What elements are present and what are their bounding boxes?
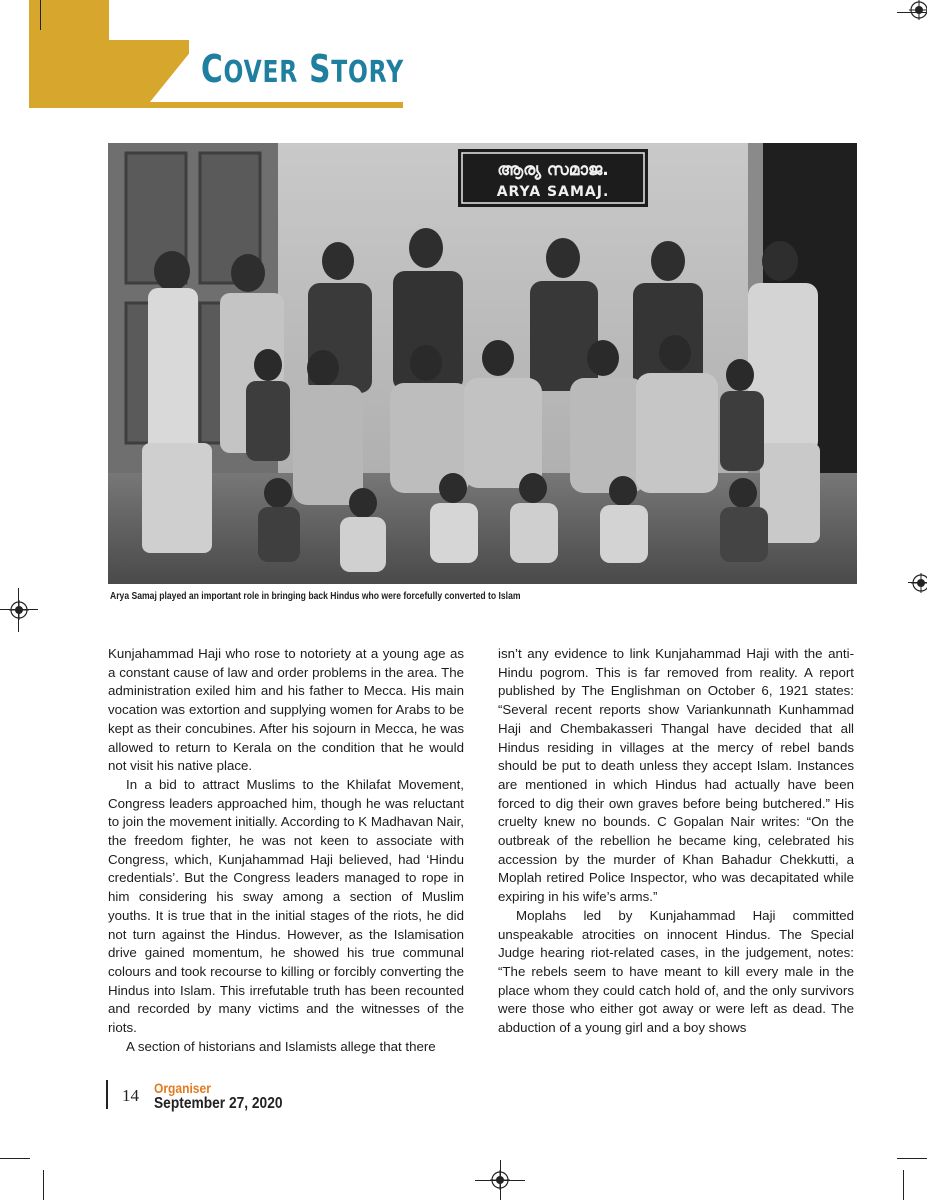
- crop-mark-bottom-right-v: [903, 1170, 904, 1200]
- registration-mark-icon: [909, 0, 927, 20]
- paragraph: isn’t any evidence to link Kunjahammad Haji with the anti-Hindu pogrom. This is far removed from reality. A report published by The Englishman on October 6, 1921 states: “Several recent reports show Variankunnath Kunhammad Haji and Chembakasseri Thangal have decided that all Hindus residing in villages at the mercy of rebel bands should be put to death unless they accept Islam. Instances are mentioned in which Hindus had actually have been forced to dig their own graves before being butchered.” His cruelty knew no bounds. C Gopalan Nair writes: “On the outbreak of the rebellion he became king, celebrated his accession by the murder of Khan Bahadur Chekkutti, a Moplah retired Police Inspector, who was decapitated while expiring in his wife’s arms.”: [498, 646, 854, 905]
- section-title-initial-1: C: [201, 47, 224, 91]
- crop-mark-bottom-left-v: [43, 1170, 44, 1200]
- registration-mark-icon: [911, 573, 927, 593]
- registration-mark-icon: [490, 1170, 510, 1190]
- paragraph: Moplahs led by Kunjahammad Haji committed unspeakable atrocities on innocent Hindus. The Special Judge hearing riot-related cases, in the judgement, notes: “The rebels seem to have meant to kill every male in the place whom they could catch hold of, and the only survivors were those who either got away or were left as dead. The abduction of a young girl and a boy shows: [498, 907, 854, 1036]
- crop-mark-bottom-left-h: [0, 1158, 30, 1159]
- issue-date: September 27, 2020: [154, 1095, 283, 1112]
- section-title-rest-1: OVER: [223, 55, 299, 90]
- article-column-right: [498, 645, 854, 1038]
- registration-mark-icon: [9, 600, 29, 620]
- section-title: [201, 47, 404, 91]
- article-column-left: [108, 645, 464, 1056]
- historical-group-photo: [108, 143, 857, 584]
- header-underline: [29, 102, 403, 108]
- paragraph: In a bid to attract Muslims to the Khilafat Movement, Congress leaders approached him, though he was reluctant to join the movement initially. According to K Madhavan Nair, the freedom fighter, he was not keen to associate with Congress, which, Kunjahammad Haji believed, had ‘Hindu credentials’. But the Congress leaders managed to rope in him considering his sway among a section of Muslim youths. It is true that in the initial stages of the riots, he did not turn against the Hindus. However, as the Islamisation drive gained momentum, he showed his true communal colours and took recourse to killing or forcibly converting the Hindus into Islam. This irrefutable truth has been recounted and recorded by many victims and the witnesses of the riots.: [108, 776, 464, 1036]
- crop-mark-bottom-right-h: [897, 1158, 927, 1159]
- sign-english-text: ARYA SAMAJ.: [496, 184, 610, 200]
- section-title-initial-2: S: [309, 47, 332, 91]
- paragraph: A section of historians and Islamists allege that there: [126, 1038, 436, 1054]
- publication-name: Organiser: [154, 1080, 211, 1096]
- sign-malayalam-text: ആര്യ സമാജ.: [497, 160, 609, 180]
- crop-mark-top-left: [40, 0, 41, 30]
- page-number: 14: [122, 1086, 139, 1105]
- footer-divider: [106, 1080, 108, 1109]
- photo-caption: Arya Samaj played an important role in bringing back Hindus who were forcefully converted to Islam: [110, 591, 521, 602]
- section-title-rest-2: TORY: [331, 55, 404, 90]
- paragraph: Kunjahammad Haji who rose to notoriety at a young age as a constant cause of law and order problems in the area. The administration exiled him and his father to Mecca. His main vocation was extortion and supplying women for Arabs to be kept as their concubines. After his sojourn in Mecca, he was allowed to return to Kerala on the condition that he would not visit his native place.: [108, 646, 464, 774]
